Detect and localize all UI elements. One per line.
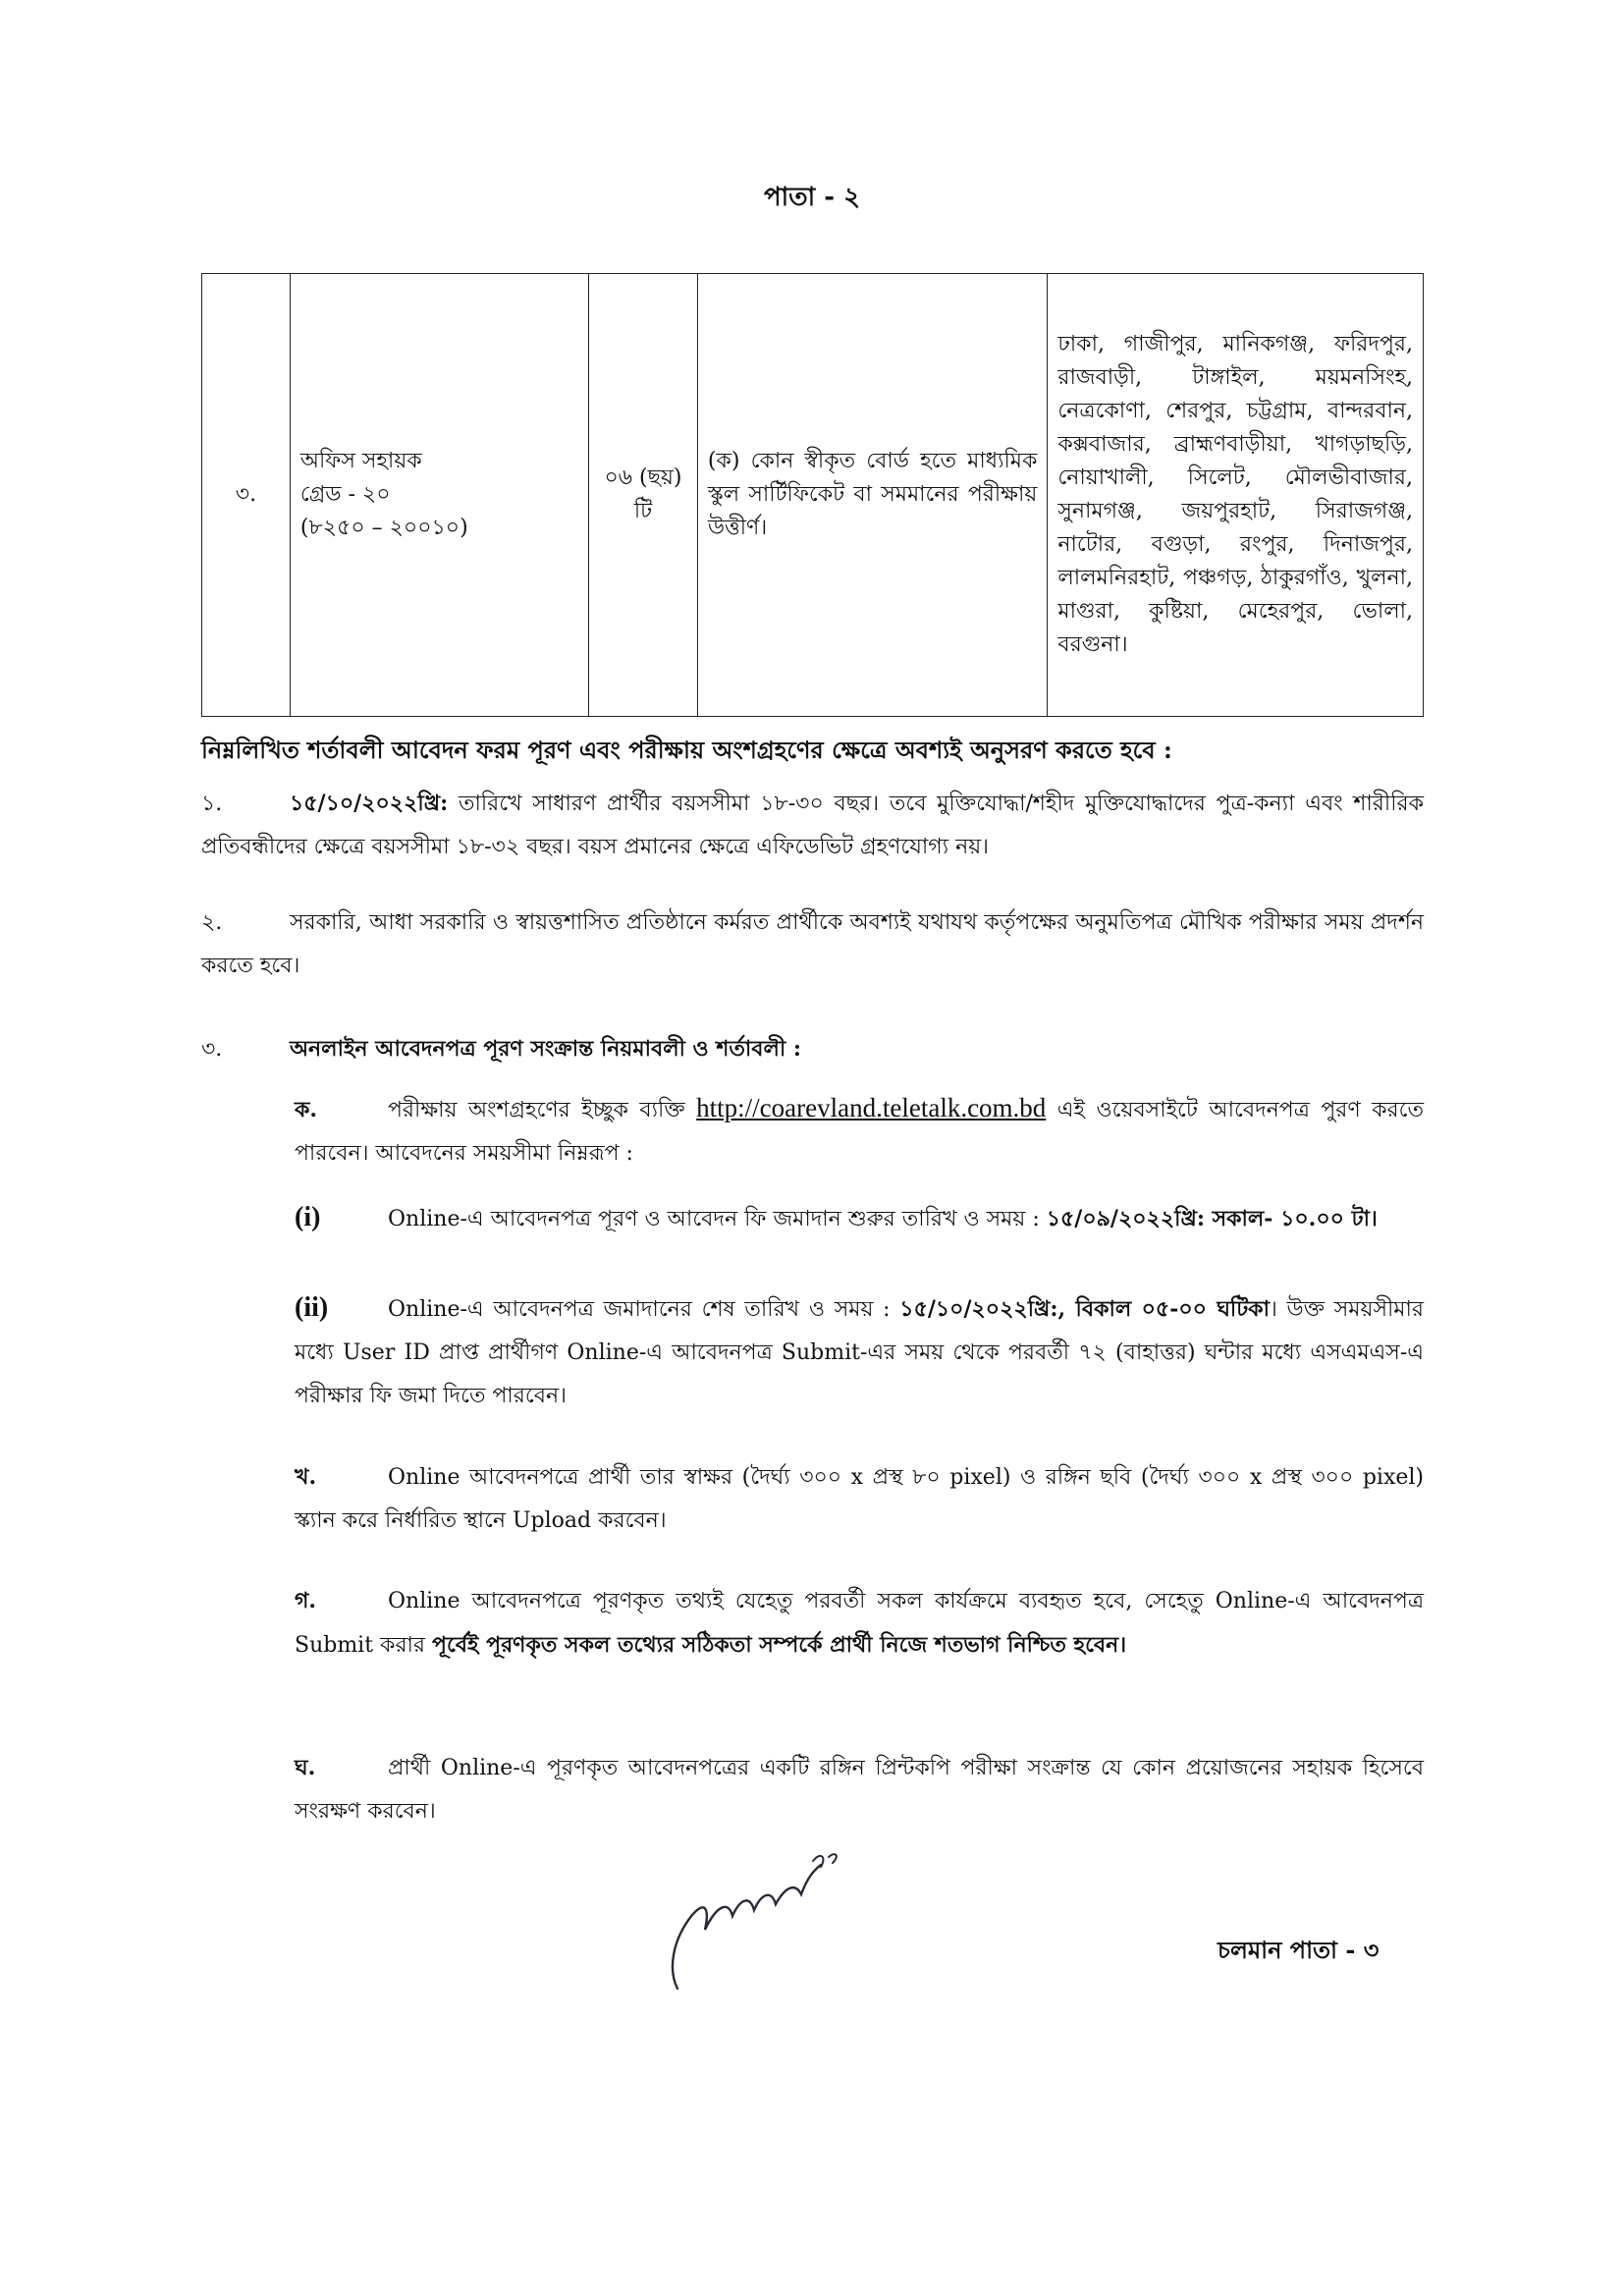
item-number: ৩. xyxy=(201,1037,223,1062)
districts-cell: ঢাকা, গাজীপুর, মানিকগঞ্জ, ফরিদপুর, রাজবাড়ী, টাঙ্গাইল, ময়মনসিংহ, নেত্রকোণা, শেরপুর, চট্টগ্রাম, বান্দরবান, কক্সবাজার, ব্রাহ্মণবাড়ীয়া, খাগড়াছড়ি, নোয়াখালী, সিলেট, মৌলভীবাজার, সুনামগঞ্জ, জয়পুরহাট, সিরাজগঞ্জ, নাটোর, বগুড়া, রংপুর, দিনাজপুর, লালমনিরহাট, পঞ্চগড়, ঠাকুরগাঁও, খুলনা, মাগুরা, কুষ্টিয়া, মেহেরপুর, ভোলা, বরগুনা। xyxy=(1048,274,1424,717)
pay-scale: (৮২৫০ – ২০০১০) xyxy=(299,516,468,541)
sub-item-text: প্রার্থী Online-এ পূরণকৃত আবেদনপত্রের একটি রঙ্গিন প্রিন্টকপি পরীক্ষা সংক্রান্ত যে কোন প্রয়োজনের সহায়ক হিসেবে সংরক্ষণ করবেন। xyxy=(295,1756,1424,1824)
continuation-footer: চলমান পাতা - ৩ xyxy=(1218,1936,1380,1964)
sub-item-text: Online-এ আবেদনপত্র পূরণ ও আবেদন ফি জমাদান শুরুর তারিখ ও সময় : xyxy=(388,1207,1040,1231)
sub-item-text: Online আবেদনপত্রে প্রার্থী তার স্বাক্ষর (দৈর্ঘ্য ৩০০ x প্রস্থ ৮০ pixel) ও রঙ্গিন ছবি (দৈর্ঘ্য ৩০০ x প্রস্থ ৩০০ pixel) স্ক্যান করে নির্ধারিত স্থানে Upload করবেন। xyxy=(295,1465,1424,1533)
post-grade: গ্রেড - ২০ xyxy=(299,481,391,507)
post-count-cell: ০৬ (ছয়) টি xyxy=(589,274,698,717)
sub-item-mark: ক. xyxy=(295,1097,318,1122)
item-number: ১. xyxy=(201,792,223,816)
item-text: সরকারি, আধা সরকারি ও স্বায়ত্তশাসিত প্রতিষ্ঠানে কর্মরত প্রার্থীকে অবশ্যই যথাযথ কর্তৃপক্ষের অনুমতিপত্র মৌখিক পরীক্ষার সময় প্রদর্শন করতে হবে। xyxy=(201,910,1424,978)
start-datetime: ১৫/০৯/২০২২খ্রি: সকাল- ১০.০০ টা। xyxy=(1046,1206,1378,1231)
sub-item-mark: (ii) xyxy=(295,1292,329,1323)
application-website-link[interactable]: http://coarevland.teletalk.com.bd xyxy=(696,1093,1047,1122)
conditions-intro: নিম্নলিখিত শর্তাবলী আবেদন ফরম পূরণ এবং পরীক্ষায় অংশগ্রহণের ক্ষেত্রে অবশ্যই অনুসরণ করতে হবে : xyxy=(201,736,1172,764)
qualification-cell: (ক) কোন স্বীকৃত বোর্ড হতে মাধ্যমিক স্কুল সার্টিফিকেট বা সমমানের পরীক্ষায় উত্তীর্ণ। xyxy=(697,274,1047,717)
condition-item-1 xyxy=(201,782,1424,869)
table-row xyxy=(202,274,1424,717)
post-cell xyxy=(290,274,588,717)
sub-item-text-cont: এই ওয়েবসাইটে আবেদনপত্র পুরণ করতে পারবেন। আবেদনের সময়সীমা নিম্নরূপ : xyxy=(295,1098,1424,1166)
sub-item-bold: পূর্বেই পূরণকৃত সকল তথ্যের সঠিকতা সম্পর্কে প্রার্থী নিজে শতভাগ নিশ্চিত হবেন। xyxy=(432,1632,1127,1658)
sub-item-text: Online আবেদনপত্রে পূরণকৃত তথ্যই যেহেতু পরবর্তী সকল কার্যক্রমে ব্যবহৃত হবে, সেহেতু Online-এ আবেদনপত্র Submit করার xyxy=(295,1589,1424,1658)
item-title: অনলাইন আবেদনপত্র পূরণ সংক্রান্ত নিয়মাবলী ও শর্তাবলী : xyxy=(290,1036,802,1062)
condition-item-3 xyxy=(201,1027,1424,1071)
sub-item-ka xyxy=(295,1086,1424,1175)
sub-item-mark: গ. xyxy=(295,1588,317,1613)
sub-item-mark: ঘ. xyxy=(295,1755,316,1780)
item-text: তারিখে সাধারণ প্রার্থীর বয়সসীমা ১৮-৩০ বছর। তবে মুক্তিযোদ্ধা/শহীদ মুক্তিযোদ্ধাদের পুত্র-কন্যা এবং শারীরিক প্রতিবন্ধীদের ক্ষেত্রে বয়সসীমা ১৮-৩২ বছর। বয়স প্রমানের ক্ষেত্রে এফিডেভিট গ্রহণযোগ্য নয়। xyxy=(201,792,1424,859)
cutoff-date: ১৫/১০/২০২২খ্রি: xyxy=(290,791,449,816)
posts-table xyxy=(201,273,1424,717)
sub-item-kha xyxy=(295,1455,1424,1543)
post-name: অফিস সহায়ক xyxy=(299,448,422,473)
page-number-header: পাতা - ২ xyxy=(763,183,861,212)
sub-item-i xyxy=(295,1196,1424,1241)
sub-item-mark: খ. xyxy=(295,1464,317,1490)
condition-item-2 xyxy=(201,902,1424,988)
sub-item-text: পরীক্ষায় অংশগ্রহণের ইচ্ছুক ব্যক্তি xyxy=(388,1098,685,1122)
signature-image xyxy=(648,1822,903,1998)
end-datetime: ১৫/১০/২০২২খ্রি:, বিকাল ০৫-০০ ঘটিকা xyxy=(899,1296,1270,1322)
sub-item-ii xyxy=(295,1286,1424,1418)
sub-item-rest: । উক্ত সময়সীমার মধ্যে User ID প্রাপ্ত প্রার্থীগণ Online-এ আবেদনপত্র Submit-এর সময় থেকে পরবর্তী ৭২ (বাহাত্তর) ঘন্টার মধ্যে এসএমএস-এ পরীক্ষার ফি জমা দিতে পারবেন। xyxy=(295,1297,1425,1408)
serial-cell: ৩. xyxy=(202,274,291,717)
sub-item-mark: (i) xyxy=(295,1202,321,1232)
sub-item-gha xyxy=(295,1746,1424,1833)
item-number: ২. xyxy=(201,910,223,935)
sub-item-text: Online-এ আবেদনপত্র জমাদানের শেষ তারিখ ও সময় : xyxy=(388,1297,891,1322)
sub-item-ga xyxy=(295,1579,1424,1667)
